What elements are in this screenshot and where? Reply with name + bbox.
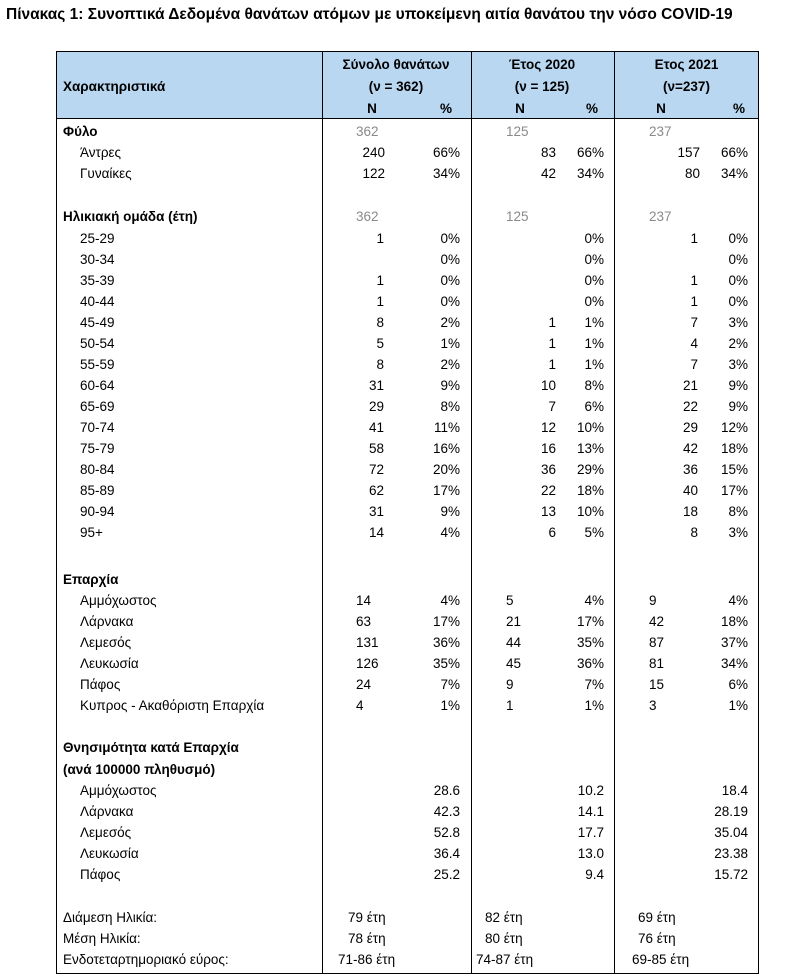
section-title-age: Ηλικιακή ομάδα (έτη) bbox=[63, 209, 198, 224]
percent-cell: 2% bbox=[728, 336, 748, 351]
rate-cell: 25.2 bbox=[433, 867, 460, 882]
percent-cell: 4% bbox=[440, 593, 460, 608]
percent-cell: 15% bbox=[720, 462, 748, 477]
percent-cell: 0% bbox=[728, 294, 748, 309]
rate-cell: 35.04 bbox=[714, 825, 748, 840]
percent-cell: 4% bbox=[584, 593, 604, 608]
count-cell: 42 bbox=[649, 614, 665, 629]
percent-cell: 17% bbox=[432, 614, 460, 629]
count-cell: 22 bbox=[682, 399, 698, 414]
summary-value: 80 έτη bbox=[485, 931, 523, 946]
section-total: 237 bbox=[649, 124, 672, 139]
group-header-title: Ετος 2021 bbox=[654, 57, 719, 72]
group-header-title: Έτος 2020 bbox=[508, 57, 576, 72]
percent-cell: 0% bbox=[440, 273, 460, 288]
percent-cell: 4% bbox=[728, 593, 748, 608]
percent-cell: 1% bbox=[440, 336, 460, 351]
percent-cell: 36% bbox=[576, 656, 604, 671]
count-cell: 1 bbox=[548, 315, 556, 330]
percent-cell: 9% bbox=[728, 378, 748, 393]
count-cell: 24 bbox=[356, 677, 372, 692]
rate-cell: 52.8 bbox=[433, 825, 460, 840]
percent-cell: 0% bbox=[584, 294, 604, 309]
column-divider bbox=[471, 52, 472, 973]
count-cell: 122 bbox=[362, 166, 385, 181]
percent-cell: 36% bbox=[432, 635, 460, 650]
summary-value: 74-87 έτη bbox=[476, 952, 534, 967]
row-label: 75-79 bbox=[80, 441, 115, 456]
percent-cell: 9% bbox=[440, 378, 460, 393]
row-label: 85-89 bbox=[80, 483, 115, 498]
group-header-count: (ν = 362) bbox=[368, 79, 424, 94]
count-cell: 1 bbox=[548, 357, 556, 372]
summary-value: 78 έτη bbox=[348, 931, 386, 946]
percent-cell: 12% bbox=[720, 420, 748, 435]
count-cell: 7 bbox=[548, 399, 556, 414]
count-cell: 87 bbox=[649, 635, 665, 650]
section-total: 362 bbox=[356, 209, 379, 224]
count-cell: 1 bbox=[376, 294, 384, 309]
percent-cell: 0% bbox=[440, 294, 460, 309]
count-cell: 29 bbox=[368, 399, 384, 414]
count-cell: 10 bbox=[540, 378, 556, 393]
count-cell: 3 bbox=[649, 698, 657, 713]
percent-cell: 0% bbox=[584, 231, 604, 246]
row-label: Γυναίκες bbox=[80, 166, 132, 181]
count-cell: 157 bbox=[677, 145, 700, 160]
section-total: 362 bbox=[356, 124, 379, 139]
count-cell: 14 bbox=[368, 525, 384, 540]
percent-cell: 1% bbox=[440, 698, 460, 713]
percent-cell: 66% bbox=[720, 145, 748, 160]
percent-cell: 8% bbox=[584, 378, 604, 393]
percent-cell: 0% bbox=[728, 231, 748, 246]
percent-cell: 34% bbox=[432, 166, 460, 181]
count-cell: 1 bbox=[690, 273, 698, 288]
section-subtitle-mortality: (ανά 100000 πληθυσμό) bbox=[63, 762, 216, 777]
percent-cell: 1% bbox=[584, 315, 604, 330]
percent-cell: 18% bbox=[720, 441, 748, 456]
rate-cell: 28.19 bbox=[714, 804, 748, 819]
count-cell: 1 bbox=[548, 336, 556, 351]
count-cell: 7 bbox=[690, 357, 698, 372]
row-label: Λάρνακα bbox=[80, 614, 134, 629]
percent-cell: 8% bbox=[440, 399, 460, 414]
row-label: Αμμόχωστος bbox=[80, 783, 157, 798]
row-label: Πάφος bbox=[80, 677, 121, 692]
percent-cell: 9% bbox=[440, 504, 460, 519]
percent-cell: 16% bbox=[432, 441, 460, 456]
count-cell: 8 bbox=[376, 315, 384, 330]
percent-cell: 3% bbox=[728, 357, 748, 372]
count-cell: 29 bbox=[682, 420, 698, 435]
count-cell: 31 bbox=[368, 504, 384, 519]
column-divider bbox=[322, 52, 323, 973]
percent-cell: 7% bbox=[440, 677, 460, 692]
percent-cell: 37% bbox=[720, 635, 748, 650]
percent-cell: 0% bbox=[440, 252, 460, 267]
percent-cell: 34% bbox=[576, 166, 604, 181]
column-divider bbox=[614, 52, 615, 973]
rate-cell: 14.1 bbox=[577, 804, 604, 819]
section-total: 125 bbox=[506, 124, 529, 139]
percent-cell: 29% bbox=[576, 462, 604, 477]
n-column-header: N bbox=[367, 101, 377, 116]
percent-cell: 8% bbox=[728, 504, 748, 519]
count-cell: 9 bbox=[649, 593, 657, 608]
row-label: 80-84 bbox=[80, 462, 115, 477]
section-title-district: Επαρχία bbox=[63, 572, 119, 587]
count-cell: 83 bbox=[540, 145, 556, 160]
section-total: 237 bbox=[649, 209, 672, 224]
rate-cell: 18.4 bbox=[721, 783, 748, 798]
n-column-header: N bbox=[656, 101, 666, 116]
row-label: Λευκωσία bbox=[80, 846, 139, 861]
section-total: 125 bbox=[506, 209, 529, 224]
row-label: 45-49 bbox=[80, 315, 115, 330]
count-cell: 240 bbox=[362, 145, 385, 160]
percent-cell: 2% bbox=[440, 357, 460, 372]
percent-cell: 1% bbox=[584, 357, 604, 372]
percent-cell: 35% bbox=[576, 635, 604, 650]
percent-cell: 17% bbox=[576, 614, 604, 629]
summary-value: 69 έτη bbox=[638, 910, 676, 925]
summary-value: 79 έτη bbox=[348, 910, 386, 925]
percent-cell: 10% bbox=[576, 420, 604, 435]
count-cell: 6 bbox=[548, 525, 556, 540]
summary-value: 71-86 έτη bbox=[338, 952, 396, 967]
rate-cell: 42.3 bbox=[433, 804, 460, 819]
percent-cell: 66% bbox=[576, 145, 604, 160]
count-cell: 21 bbox=[682, 378, 698, 393]
count-cell: 5 bbox=[376, 336, 384, 351]
count-cell: 44 bbox=[506, 635, 522, 650]
group-header-count: (ν = 125) bbox=[514, 79, 570, 94]
count-cell: 72 bbox=[368, 462, 384, 477]
count-cell: 1 bbox=[690, 231, 698, 246]
row-label: Λεμεσός bbox=[80, 825, 132, 840]
count-cell: 7 bbox=[690, 315, 698, 330]
percent-cell: 1% bbox=[728, 698, 748, 713]
row-label: Λάρνακα bbox=[80, 804, 134, 819]
count-cell: 63 bbox=[356, 614, 372, 629]
percent-cell: 11% bbox=[433, 420, 460, 435]
count-cell: 8 bbox=[690, 525, 698, 540]
count-cell: 1 bbox=[376, 273, 384, 288]
row-label: 65-69 bbox=[80, 399, 115, 414]
percent-cell: 20% bbox=[432, 462, 460, 477]
count-cell: 15 bbox=[649, 677, 665, 692]
percent-cell: 0% bbox=[728, 252, 748, 267]
summary-value: 69-85 έτη bbox=[632, 952, 690, 967]
count-cell: 8 bbox=[376, 357, 384, 372]
percent-cell: 18% bbox=[720, 614, 748, 629]
row-label: Πάφος bbox=[80, 867, 121, 882]
rate-cell: 17.7 bbox=[577, 825, 604, 840]
percent-cell: 1% bbox=[584, 336, 604, 351]
percent-column-header: % bbox=[732, 101, 745, 116]
row-label: 35-39 bbox=[80, 273, 115, 288]
percent-cell: 5% bbox=[584, 525, 604, 540]
count-cell: 4 bbox=[356, 698, 364, 713]
count-cell: 21 bbox=[506, 614, 522, 629]
rate-cell: 23.38 bbox=[714, 846, 748, 861]
percent-cell: 34% bbox=[720, 166, 748, 181]
count-cell: 12 bbox=[540, 420, 556, 435]
characteristics-header: Χαρακτηριστικά bbox=[63, 79, 166, 94]
row-label: Κυπρος - Ακαθόριστη Επαρχία bbox=[80, 698, 265, 713]
count-cell: 1 bbox=[376, 231, 384, 246]
percent-cell: 3% bbox=[728, 525, 748, 540]
count-cell: 45 bbox=[506, 656, 522, 671]
percent-cell: 18% bbox=[576, 483, 604, 498]
count-cell: 36 bbox=[540, 462, 556, 477]
count-cell: 41 bbox=[368, 420, 384, 435]
count-cell: 13 bbox=[540, 504, 556, 519]
count-cell: 126 bbox=[356, 656, 379, 671]
count-cell: 81 bbox=[649, 656, 665, 671]
row-label: 60-64 bbox=[80, 378, 115, 393]
count-cell: 42 bbox=[682, 441, 698, 456]
summary-label: Ενδοτεταρτημοριακό εύρος: bbox=[63, 952, 229, 967]
percent-column-header: % bbox=[585, 101, 598, 116]
rate-cell: 28.6 bbox=[433, 783, 460, 798]
percent-cell: 13% bbox=[576, 441, 604, 456]
percent-column-header: % bbox=[439, 101, 452, 116]
percent-cell: 34% bbox=[720, 656, 748, 671]
row-label: 25-29 bbox=[80, 231, 115, 246]
count-cell: 42 bbox=[540, 166, 556, 181]
rate-cell: 15.72 bbox=[714, 867, 748, 882]
percent-cell: 66% bbox=[432, 145, 460, 160]
row-label: 40-44 bbox=[80, 294, 115, 309]
group-header-count: (ν=237) bbox=[663, 79, 710, 94]
percent-cell: 35% bbox=[432, 656, 460, 671]
percent-cell: 1% bbox=[584, 698, 604, 713]
summary-value: 76 έτη bbox=[638, 931, 676, 946]
count-cell: 4 bbox=[690, 336, 698, 351]
rate-cell: 13.0 bbox=[577, 846, 604, 861]
row-label: 70-74 bbox=[80, 420, 115, 435]
summary-label: Διάμεση Ηλικία: bbox=[63, 910, 158, 925]
count-cell: 14 bbox=[356, 593, 372, 608]
count-cell: 22 bbox=[540, 483, 556, 498]
row-label: 30-34 bbox=[80, 252, 115, 267]
percent-cell: 0% bbox=[728, 273, 748, 288]
percent-cell: 7% bbox=[584, 677, 604, 692]
percent-cell: 2% bbox=[440, 315, 460, 330]
table-caption: Πίνακας 1: Συνοπτικά Δεδομένα θανάτων ατόμων με υποκείμενη αιτία θανάτου την νόσο COVID-19 bbox=[6, 6, 733, 23]
percent-cell: 10% bbox=[576, 504, 604, 519]
percent-cell: 4% bbox=[440, 525, 460, 540]
row-label: Αμμόχωστος bbox=[80, 593, 157, 608]
section-title-mortality: Θνησιμότητα κατά Επαρχία bbox=[63, 740, 239, 755]
percent-cell: 17% bbox=[720, 483, 748, 498]
percent-cell: 9% bbox=[728, 399, 748, 414]
percent-cell: 17% bbox=[432, 483, 460, 498]
summary-label: Μέση Ηλικία: bbox=[63, 931, 141, 946]
summary-table bbox=[56, 51, 759, 974]
count-cell: 36 bbox=[682, 462, 698, 477]
n-column-header: N bbox=[515, 101, 525, 116]
percent-cell: 6% bbox=[728, 677, 748, 692]
count-cell: 31 bbox=[368, 378, 384, 393]
rate-cell: 9.4 bbox=[585, 867, 604, 882]
row-label: 55-59 bbox=[80, 357, 115, 372]
count-cell: 62 bbox=[368, 483, 384, 498]
count-cell: 5 bbox=[506, 593, 514, 608]
percent-cell: 6% bbox=[584, 399, 604, 414]
group-header-title: Σύνολο θανάτων bbox=[342, 57, 450, 72]
percent-cell: 0% bbox=[584, 252, 604, 267]
count-cell: 1 bbox=[690, 294, 698, 309]
percent-cell: 3% bbox=[728, 315, 748, 330]
rate-cell: 36.4 bbox=[433, 846, 460, 861]
count-cell: 58 bbox=[368, 441, 384, 456]
row-label: 50-54 bbox=[80, 336, 115, 351]
row-label: Λεμεσός bbox=[80, 635, 132, 650]
row-label: 90-94 bbox=[80, 504, 115, 519]
count-cell: 80 bbox=[684, 166, 700, 181]
percent-cell: 0% bbox=[584, 273, 604, 288]
percent-cell: 0% bbox=[440, 231, 460, 246]
count-cell: 1 bbox=[506, 698, 514, 713]
row-label: Λευκωσία bbox=[80, 656, 139, 671]
count-cell: 131 bbox=[356, 635, 379, 650]
summary-value: 82 έτη bbox=[485, 910, 523, 925]
row-label: Άντρες bbox=[80, 145, 122, 160]
row-label: 95+ bbox=[80, 525, 103, 540]
section-title-sex: Φύλο bbox=[63, 124, 98, 139]
count-cell: 9 bbox=[506, 677, 514, 692]
rate-cell: 10.2 bbox=[577, 783, 604, 798]
count-cell: 18 bbox=[682, 504, 698, 519]
count-cell: 16 bbox=[540, 441, 556, 456]
count-cell: 40 bbox=[682, 483, 698, 498]
